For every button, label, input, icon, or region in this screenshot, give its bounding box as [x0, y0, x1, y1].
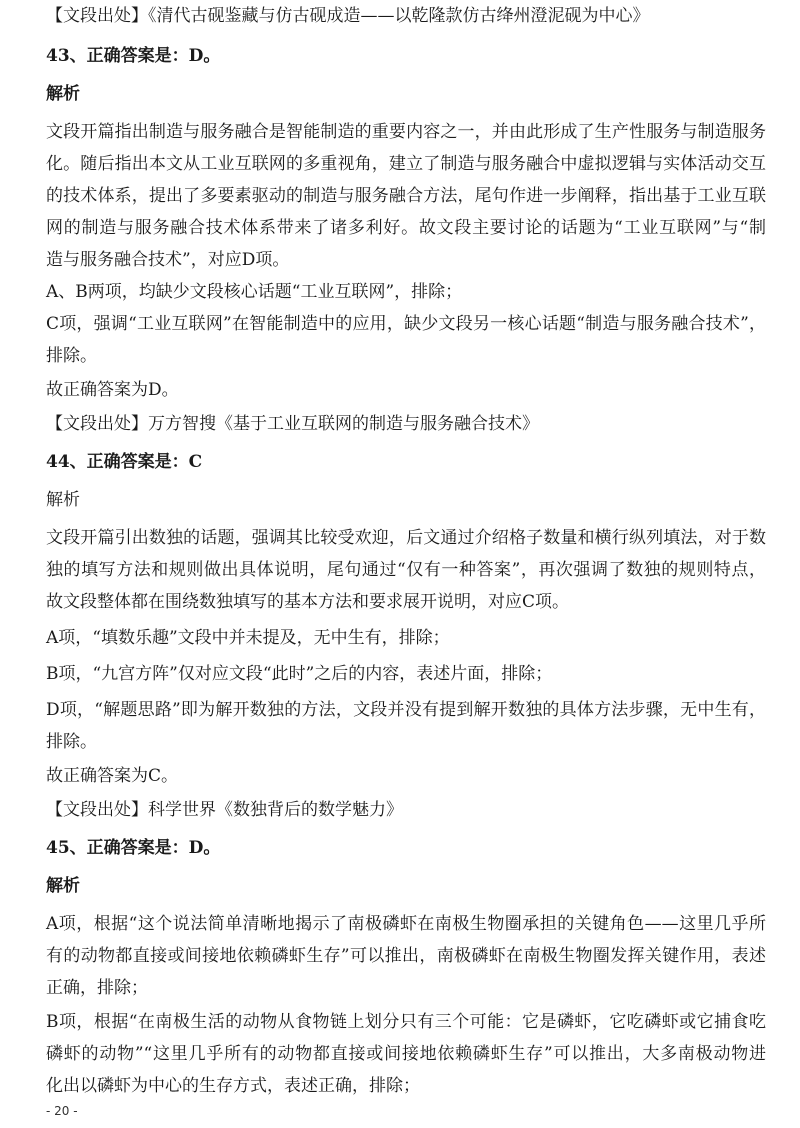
paragraph-line: 有的动物都直接或间接地依赖磷虾生存”可以推出，南极磷虾在南极生物圈发挥关键作用，表述 — [46, 946, 766, 966]
paragraph-line: 网的制造与服务融合技术体系带来了诸多利好。故文段主要讨论的话题为“工业互联网”与“制 — [46, 218, 766, 238]
paragraph-line: B项，“九宫方阵”仅对应文段“此时”之后的内容，表述片面，排除； — [46, 664, 553, 684]
paragraph-line: 故正确答案为D。 — [46, 380, 179, 400]
paragraph-line: A项，“填数乐趣”文段中并未提及，无中生有，排除； — [46, 628, 450, 648]
paragraph-line: 磷虾的动物”“这里几乎所有的动物都直接或间接地依赖磷虾生存”可以推出，大多南极动物进 — [46, 1044, 766, 1064]
paragraph-line: 故文段整体都在围绕数独填写的基本方法和要求展开说明，对应C项。 — [46, 592, 570, 612]
answer-heading: 43、正确答案是：D。 — [46, 46, 221, 66]
answer-heading: 45、正确答案是：D。 — [46, 838, 221, 858]
paragraph-line: 化。随后指出本文从工业互联网的多重视角，建立了制造与服务融合中虚拟逻辑与实体活动交互 — [46, 154, 766, 174]
paragraph-line: 排除。 — [46, 732, 97, 752]
source-citation: 【文段出处】科学世界《数独背后的数学魅力》 — [46, 800, 403, 820]
paragraph-line: C项，强调“工业互联网”在智能制造中的应用，缺少文段另一核心话题“制造与服务融合技术”， — [46, 314, 766, 334]
paragraph-line: 正确，排除； — [46, 978, 148, 998]
analysis-heading: 解析 — [46, 876, 80, 896]
source-citation: 【文段出处】《清代古砚鉴藏与仿古砚成造——以乾隆款仿古绛州澄泥砚为中心》 — [46, 6, 650, 26]
paragraph-line: 文段开篇引出数独的话题，强调其比较受欢迎，后文通过介绍格子数量和横行纵列填法，对于数 — [46, 528, 766, 548]
analysis-heading: 解析 — [46, 84, 80, 104]
source-citation: 【文段出处】万方智搜《基于工业互联网的制造与服务融合技术》 — [46, 414, 539, 434]
paragraph-line: 文段开篇指出制造与服务融合是智能制造的重要内容之一，并由此形成了生产性服务与制造服务 — [46, 122, 766, 142]
paragraph-line: 的技术体系，提出了多要素驱动的制造与服务融合方法，尾句作进一步阐释，指出基于工业互联 — [46, 186, 766, 206]
paragraph-line: A项，根据“这个说法简单清晰地揭示了南极磷虾在南极生物圈承担的关键角色——这里几乎所 — [46, 914, 766, 934]
analysis-heading: 解析 — [46, 490, 80, 510]
paragraph-line: 独的填写方法和规则做出具体说明，尾句通过“仅有一种答案”，再次强调了数独的规则特点， — [46, 560, 766, 580]
paragraph-line: 化出以磷虾为中心的生存方式，表述正确，排除； — [46, 1076, 420, 1096]
paragraph-line: B项，根据“在南极生活的动物从食物链上划分只有三个可能：它是磷虾，它吃磷虾或它捕食吃 — [46, 1012, 766, 1032]
paragraph-line: 排除。 — [46, 346, 97, 366]
paragraph-line: 故正确答案为C。 — [46, 766, 179, 786]
paragraph-line: A、B两项，均缺少文段核心话题“工业互联网”，排除； — [46, 282, 463, 302]
paragraph-line: 造与服务融合技术”，对应D项。 — [46, 250, 290, 270]
page-number: - 20 - — [46, 1104, 78, 1118]
paragraph-line: D项，“解题思路”即为解开数独的方法，文段并没有提到解开数独的具体方法步骤，无中生有， — [46, 700, 766, 720]
answer-heading: 44、正确答案是：C — [46, 452, 203, 472]
